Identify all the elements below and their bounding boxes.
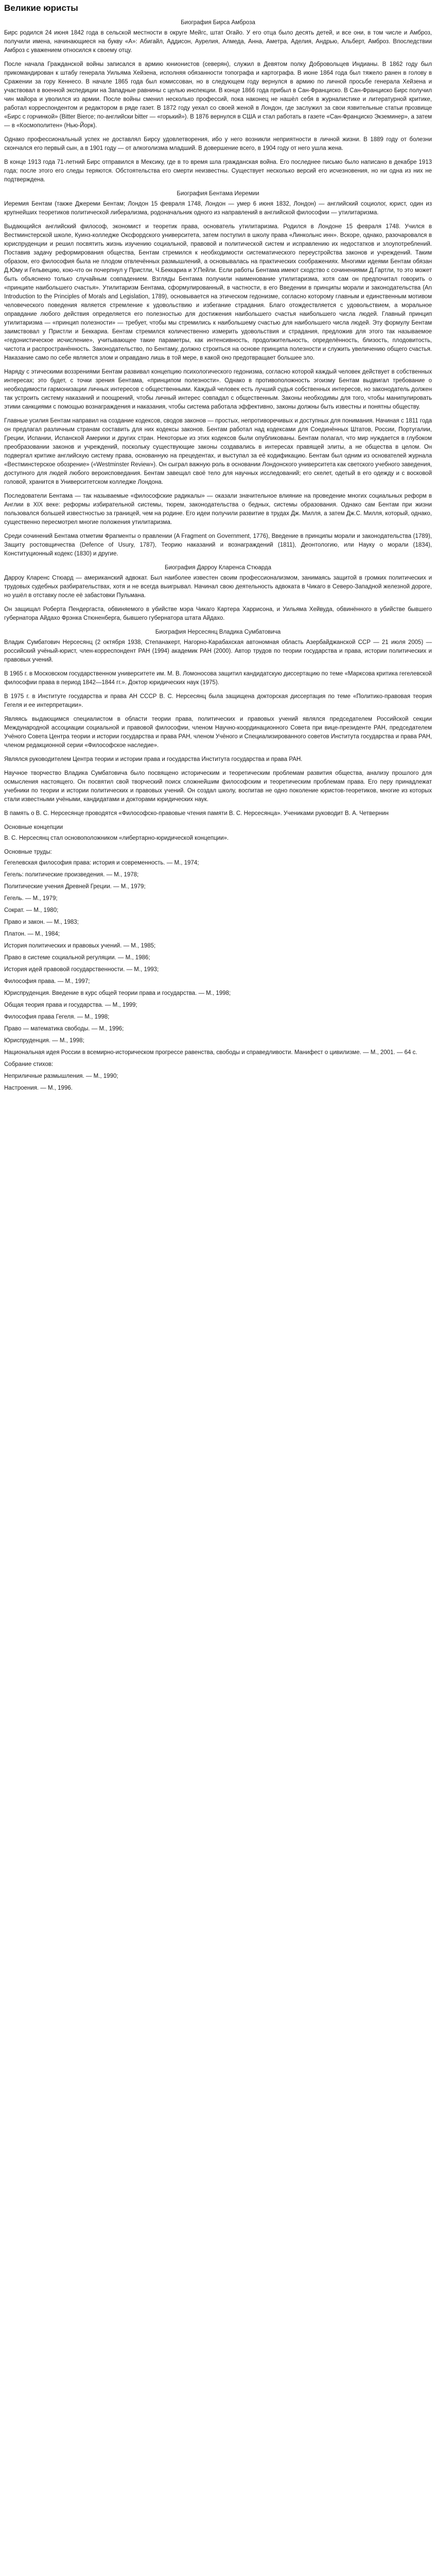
paragraph: Наряду с этическими воззрениями Бентам развивал концепцию психологического гедонизма, согласно которой каждый человек действует в собственных интересах; это будет, с точки зрения Бентама, «принципом полезности». Однако в противоположность эгоизму Бентам выдвигал требование о необходимости гармонизации личных интересов с общественными. Каждый человек есть лучший судья собственных интересов, но законодатель должен так устроить систему наказаний и поощрений, чтобы личный интерес совпадал с общественным. Законы необходимы для того, чтобы манипулировать этими санкциями с помощью вознаграждения и наказания, чтобы система работала эффективно, законы должны быть известны и понятны обществу. bbox=[4, 369, 432, 410]
paragraph: В. С. Нерсесянц стал основоположником «либертарно-юридической концепции». bbox=[4, 835, 229, 841]
paragraph: Среди сочинений Бентама отметим Фрагменты о правлении (A Fragment on Government, 1776), Введение в принципы морали и законодательства (1789), Защиту ростовщичества (Defence of Usury, 1787), Теорию наказаний и вознаграждений (1811), Деонтологию, или Науку о морали (1834), Конституционный кодекс (1830) и другие. bbox=[4, 533, 432, 557]
list-item: Собрание стихов: bbox=[4, 1061, 54, 1067]
paragraph: Бирс родился 24 июня 1842 года в сельской местности в округе Мейгс, штат Огайо. У его отца было десять детей, и все они, в том числе и Амброз, получили имена, начинающиеся на букву «А»: Абигайл, Аддисон, Аурелия, Алмеда, Анна, Аметра, Аделия, Андрью, Альберт, Амброз. Впоследствии Амброз с уважением относился к своему отцу. bbox=[4, 30, 432, 54]
paragraph: Являлся руководителем Центра теории и истории права и государства Института государства и права РАН. bbox=[4, 756, 303, 762]
section-heading: Биография Дарроу Кларенса Стюарда bbox=[165, 565, 271, 571]
page-title: Великие юристы bbox=[4, 3, 78, 13]
list-item: Национальная идея России в всемирно-историческом прогрессе равенства, свободы и справедливости. Манифест о цивилизме. — М., 2001. — 64 с. bbox=[4, 1049, 417, 1056]
paragraph: В конце 1913 года 71-летний Бирс отправился в Мексику, где в то время шла гражданская война. Его последнее письмо было написано в декабре 1913 года; после этого его следы теряются. Обстоятельства его смерти неизвестны. Существует несколько версий его исчезновения, но ни одна из них не подтверждена. bbox=[4, 159, 432, 183]
paragraph: В память о В. С. Нерсесянце проводятся «Философско-правовые чтения памяти В. С. Нерсесянца». Учениками руководит В. А. Четвернин bbox=[4, 810, 389, 817]
list-item: Общая теория права и государства. — М., 1999; bbox=[4, 1002, 137, 1008]
list-item: Юриспруденция. — М., 1998; bbox=[4, 1038, 84, 1044]
subheading: Основные концепции bbox=[4, 824, 63, 831]
section-bierce bbox=[4, 20, 432, 184]
section-bentham bbox=[4, 191, 432, 558]
paragraph: Научное творчество Владика Сумбатовича было посвящено историческим и теоретическим проблемам развития общества, анализу прошлого для осмысления настоящего. Он посвятил свой творческий поиск сложнейшим философским и теоретическим проблемам права. Его перу принадлежат учебники по теории и истории политических и правовых учений. Он создал школу, воспитав не одно поколение юристов-теоретиков, многие из которых стали известными учёными, кандидатами и докторами юридических наук. bbox=[4, 770, 432, 803]
paragraph: Он защищал Роберта Пендергаста, обвиняемого в убийстве мэра Чикаго Картера Харрисона, и Уильяма Хейвуда, обвинённого в убийстве бывшего губернатора Айдахо Фрэнка Стюненберга, бывшего губернатора штата Айдахо. bbox=[4, 606, 432, 621]
list-item: Право и закон. — М., 1983; bbox=[4, 919, 79, 925]
section-nersesyants bbox=[4, 629, 432, 1093]
list-item: История идей правовой государственности. — М., 1993; bbox=[4, 967, 159, 973]
list-item: Гегелевская философия права: история и современность. — М., 1974; bbox=[4, 860, 199, 866]
section-heading: Биография Бирса Амброза bbox=[181, 20, 255, 26]
paragraph: Являясь выдающимся специалистом в области теории права, политических и правовых учений являлся председателем Российской секции Международной ассоциации социальной и правовой философии, членом Научно-координационного Совета при вице-президенте РАН, председателем Учёного Совета Центра теории и истории государства и права РАН, членом Учёного и Специализированного советов Института государства и права РАН, членом редакционной серии «Философское наследие». bbox=[4, 716, 432, 749]
list-item: Настроения. — М., 1996. bbox=[4, 1085, 73, 1091]
paragraph: Главные усилия Бентам направил на создание кодексов, сводов законов — простых, непротиворечивых и доступных для понимания. Начиная с 1811 года он предлагал различным странам составить для них кодексы законов. Бентам работал над кодексами для Соединённых Штатов, России, Португалии, Греции, Испании, Испанской Америки и других стран. Некоторые из этих кодексов были опубликованы. Бентам полагал, что мир нуждается в глубоком преобразовании законов и учреждений, поскольку существующие законы создавались в интересах правящей элиты, а не общества в целом. Он подвергал критике английскую систему права, основанную на прецедентах, и выступал за её кодификацию. Бентам был одним из основателей журнала «Вестминстерское обозрение» («Westminster Review»). Он сыграл важную роль в основании Лондонского университета как светского учебного заведения, доступного для людей любого вероисповедания. Бентам завещал своё тело для научных исследований; его скелет, одетый в его одежду и с восковой головой, хранится в Университетском колледже Лондона. bbox=[4, 418, 432, 485]
section-darrow bbox=[4, 565, 432, 623]
section-heading: Биография Бентама Иеремии bbox=[177, 191, 259, 197]
paragraph: Последователи Бентама — так называемые «философские радикалы» — оказали значительное влияние на проведение многих социальных реформ в Англии в XIX веке: реформы избирательной системы, тюрем, законодательства о бедных, системы образования. Однако сам Бентам при жизни пользовался большей известностью за границей, чем на родине. Его идеи получили развитие в трудах Дж. Милля, а затем Дж.С. Милля, который, однако, существенно пересмотрел многие положения утилитаризма. bbox=[4, 493, 432, 526]
paragraph: Владик Сумбатович Нерсесянц (2 октября 1938, Степанакерт, Нагорно-Карабахская автономная область Азербайджанской ССР — 21 июля 2005) — российский учёный-юрист, член-корреспондент РАН (1994) академик РАН (2000). Автор трудов по теории государства и права, истории политических и правовых учений. bbox=[4, 639, 432, 663]
paragraph: Дарроу Кларенс Стюард — американский адвокат. Был наиболее известен своим профессионализмом, занимаясь защитой в громких политических и трудовых судебных разбирательствах, хотя и не всегда выигрывал. Начинал свою деятельность адвоката в Чикаго в Северо-Западной железной дороге, но ушёл в отставку после её забастовки Пульмана. bbox=[4, 575, 432, 599]
list-item: Гегель: политические произведения. — М., 1978; bbox=[4, 872, 139, 878]
paragraph: Однако профессиональный успех не доставлял Бирсу удовлетворения, ибо у него возникли неприятности в личной жизни. В 1889 году от болезни скончался его первый сын, а в 1901 году — от алкоголизма младший. В довершение всего, в 1904 году от него ушла жена. bbox=[4, 137, 432, 151]
list-item: Неприличные размышления. — М., 1990; bbox=[4, 1073, 118, 1079]
list-item: Юриспруденция. Введение в курс общей теории права и государства. — М., 1998; bbox=[4, 990, 231, 996]
page bbox=[0, 0, 436, 1093]
paragraph: В 1965 г. в Московском государственном университете им. М. В. Ломоносова защитил кандидатскую диссертацию по теме «Марксова критика гегелевской философии права в период 1842—1844 гг.». Доктор юридических наук (1975). bbox=[4, 671, 432, 686]
list-item: Политические учения Древней Греции. — М., 1979; bbox=[4, 884, 146, 890]
works-list bbox=[4, 859, 432, 1093]
list-item: Право — математика свободы. — М., 1996; bbox=[4, 1026, 124, 1032]
paragraph: В 1975 г. в Институте государства и права АН СССР В. С. Нерсесянц была защищена докторская диссертация по теме «Политико-правовая теория Гегеля и ее интерпретации». bbox=[4, 693, 432, 708]
paragraph: Иеремия Бентам (также Джереми Бентам; Лондон 15 февраля 1748, Лондон — умер 6 июня 1832, Лондон) — английский социолог, юрист, один из крупнейших теоретиков политической либерализма, родоначальник одного из направлений в английской философии — утилитаризма. bbox=[4, 201, 432, 216]
list-item: Право в системе социальной регуляции. — М., 1986; bbox=[4, 955, 150, 961]
list-item: История политических и правовых учений. — М., 1985; bbox=[4, 943, 156, 949]
subheading: Основные труды: bbox=[4, 849, 52, 855]
list-item: Гегель. — М., 1979; bbox=[4, 895, 58, 902]
section-heading: Биография Нерсесянц Владика Сумбатовича bbox=[155, 629, 281, 635]
list-item: Философия права. — М., 1997; bbox=[4, 978, 90, 985]
list-item: Философия права Гегеля. — М., 1998; bbox=[4, 1014, 110, 1020]
list-item: Платон. — М., 1984; bbox=[4, 931, 60, 937]
paragraph: После начала Гражданской войны записался в армию юнионистов (северян), служил в Девятом полку Добровольцев Индианы. В 1862 году был прикомандирован к штабу генерала Уильяма Хейзена, исполняя обязанности топографа и картографа. В июне 1864 года был тяжело ранен в голову в Сражении за гору Кеннесо. В начале 1865 года был комиссован, но в следующем году вернулся в армию по личной просьбе генерала Хейзена и участвовал в военной экспедиции на Западные равнины с целью инспекции. В конце 1866 года прибыл в Сан-Франциско. В Сан-Франциско Бирс получил чин майора и уволился из армии. После войны сменил несколько профессий, пока наконец не нашёл себя в журналистике и литературной критике, работал корреспондентом и редактором в ряде газет. В 1872 году уехал со своей женой в Лондон, где заслужил за свои язвительные статьи прозвище «Бирс с горчинкой» (Bitter Bierce; по-английски bitter — «горький»). В 1876 вернулся в США и стал работать в газете «Сан-Франциско Экземинер», а затем — в «Космополитен» (Нью-Йорк). bbox=[4, 61, 432, 129]
paragraph: Выдающийся английский философ, экономист и теоретик права, основатель утилитаризма. Родился в Лондоне 15 февраля 1748. Учился в Вестминстерской школе, Куинз-колледже Оксфордского университета, затем поступил в школу права «Линкольнс инн». Вскоре, однако, разочаровался в юриспруденции и решил посвятить жизнь изучению социальной, правовой и политической систем и исправлению их недостатков и злоупотреблений. Поставив задачу реформирования общества, Бентам стремился к необходимости систематического переустройства законов и учреждений. Таким образом, его философия была не плодом отвлечённых размышлений, а основывалась на практических соображениях. Многими идеями Бентам обязан Д.Юму и Гельвецию, кою-что он почерпнул у Пристли, Ч.Беккариа и У.Пейли. Если работы Бентама имеют сходство с сочинениями Д.Гартли, то это может быть объяснено только случайным совпадением. Взгляды Бентама получили наименование утилитаризма, хотя сам он предпочитал говорить о «принципе наибольшего счастья». Утилитаризм Бентама, сформулированный, в частности, в его Введении в принципы морали и законодательства (An Introduction to the Principles of Morals and Legislation, 1789), основывается на этическом гедонизме, согласно которому главным и единственным мотивом человеческого поведения является стремление к удовольствию и избегание страдания. Благо отождествляется с удовольствием, а моральное оправдание любого действия определяется его полезностью для достижения наибольшего счастья наибольшего числа людей. Главный принцип утилитаризма — «принцип полезности» — требует, чтобы мы стремились к наибольшему счастью для наибольшего числа людей. Эту формулу Бентам заимствовал у Пристли и Беккариа. Бентам стремился количественно измерить удовольствия и страдания, предложив для этого так называемое «гедонистическое исчисление», учитывающее такие параметры, как интенсивность, продолжительность, определённость, близость, плодовитость, чистота и распространённость. Законодательство, по Бентаму, должно строиться на основе принципа полезности и служить увеличению общего счастья. Наказание само по себе является злом и оправдано лишь в той мере, в какой оно предотвращает большее зло. bbox=[4, 224, 432, 361]
list-item: Сократ. — М., 1980; bbox=[4, 907, 59, 913]
